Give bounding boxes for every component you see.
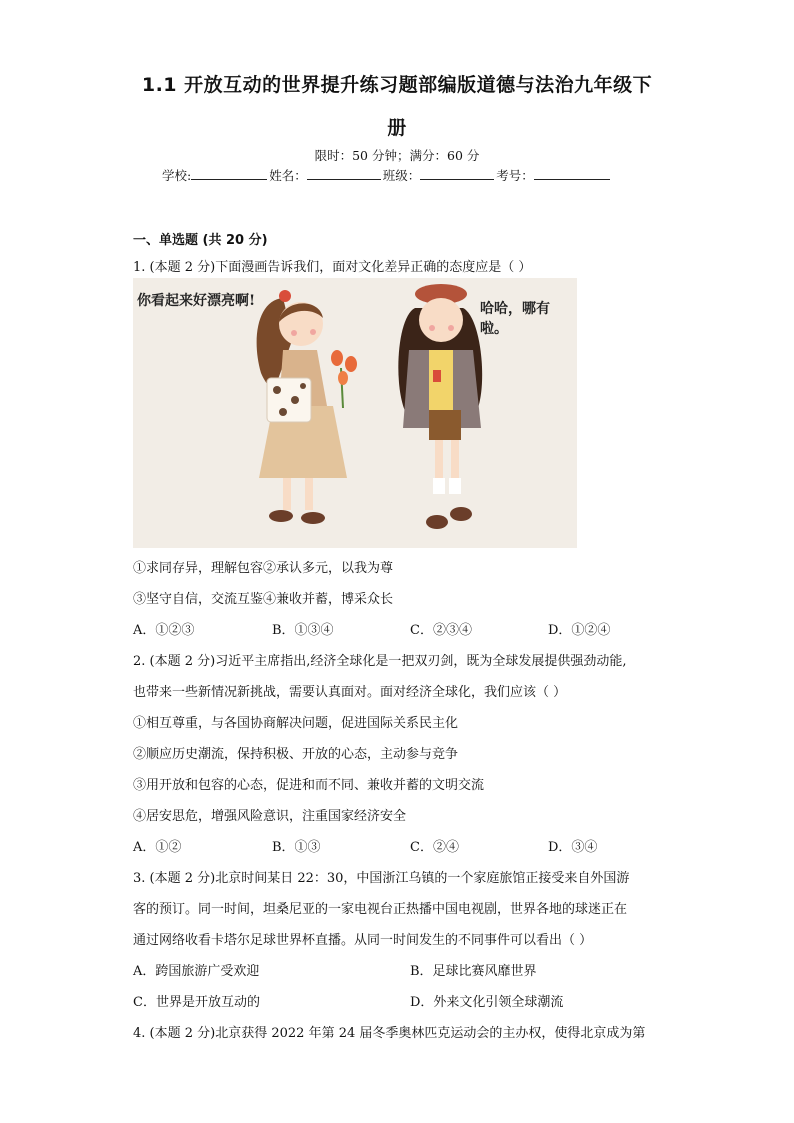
- q3-stem-line3: 通过网络收看卡塔尔足球世界杯直播。从同一时间发生的不同事件可以看出（ ）: [133, 933, 593, 948]
- school-blank[interactable]: [191, 167, 267, 180]
- q2-statement-2: ②顺应历史潮流，保持积极、开放的心态，主动参与竞争: [133, 747, 459, 762]
- speech-bubble-right: 哈哈，哪有啦。: [480, 301, 550, 337]
- exam-no-blank[interactable]: [534, 167, 610, 180]
- exam-no-label: 考号：: [496, 168, 534, 183]
- q2-option-a[interactable]: A．①②: [133, 840, 182, 855]
- girl-with-beret-figure: [398, 284, 482, 529]
- q3-stem-line1: 3. (本题 2 分)北京时间某日 22：30，中国浙江乌镇的一个家庭旅馆正接受来自外国游: [133, 871, 630, 886]
- q2-statement-1: ①相互尊重，与各国协商解决问题，促进国际关系民主化: [133, 716, 459, 731]
- q3-option-b[interactable]: B．足球比赛风靡世界: [410, 964, 537, 979]
- q2-statement-4: ④居安思危，增强风险意识，注重国家经济安全: [133, 809, 407, 824]
- time-score-info: 限时：50 分钟；满分：60 分: [314, 148, 480, 163]
- class-blank[interactable]: [420, 167, 494, 180]
- school-label: 学校:: [162, 168, 192, 183]
- girl-with-flowers-figure: [257, 290, 357, 524]
- student-info-row: [162, 166, 612, 184]
- section-heading: 一、单选题 (共 20 分): [133, 233, 268, 248]
- q1-statement-1-2: ①求同存异，理解包容②承认多元，以我为尊: [133, 561, 394, 576]
- name-blank[interactable]: [307, 167, 381, 180]
- page-title: 1.1 开放互动的世界提升练习题部编版道德与法治九年级下: [141, 74, 653, 96]
- q2-option-d[interactable]: D．③④: [548, 840, 598, 855]
- q3-option-c[interactable]: C．世界是开放互动的: [133, 995, 260, 1010]
- q2-statement-3: ③用开放和包容的心态，促进和而不同、兼收并蓄的文明交流: [133, 778, 485, 793]
- q3-stem-line2: 客的预订。同一时间，坦桑尼亚的一家电视台正热播中国电视剧，世界各地的球迷正在: [133, 902, 628, 917]
- q3-option-d[interactable]: D．外来文化引领全球潮流: [410, 995, 564, 1010]
- comic-illustration: [133, 278, 577, 548]
- q2-stem-line2: 也带来一些新情况新挑战，需要认真面对。面对经济全球化，我们应该（ ）: [133, 685, 567, 700]
- q1-statement-3-4: ③坚守自信，交流互鉴④兼收并蓄，博采众长: [133, 592, 394, 607]
- q1-option-b[interactable]: B．①③④: [272, 623, 334, 638]
- q2-stem-line1: 2. (本题 2 分)习近平主席指出,经济全球化是一把双刃剑，既为全球发展提供强劲动能,: [133, 654, 627, 669]
- q1-option-a[interactable]: A．①②③: [133, 623, 195, 638]
- page-title-continued: 册: [387, 117, 407, 139]
- q1-option-d[interactable]: D．①②④: [548, 623, 611, 638]
- q2-option-c[interactable]: C．②④: [410, 840, 459, 855]
- name-label: 姓名：: [269, 168, 307, 183]
- class-label: 班级：: [382, 168, 421, 183]
- q3-option-a[interactable]: A．跨国旅游广受欢迎: [133, 964, 260, 979]
- q1-stem: 1. (本题 2 分)下面漫画告诉我们，面对文化差异正确的态度应是（ ）: [133, 260, 532, 275]
- q1-option-c[interactable]: C．②③④: [410, 623, 472, 638]
- q2-option-b[interactable]: B．①③: [272, 840, 321, 855]
- speech-bubble-left: 你看起来好漂亮啊!: [137, 293, 256, 309]
- q4-stem-line1: 4. (本题 2 分)北京获得 2022 年第 24 届冬季奥林匹克运动会的主办权，使得北京成为第: [133, 1026, 646, 1041]
